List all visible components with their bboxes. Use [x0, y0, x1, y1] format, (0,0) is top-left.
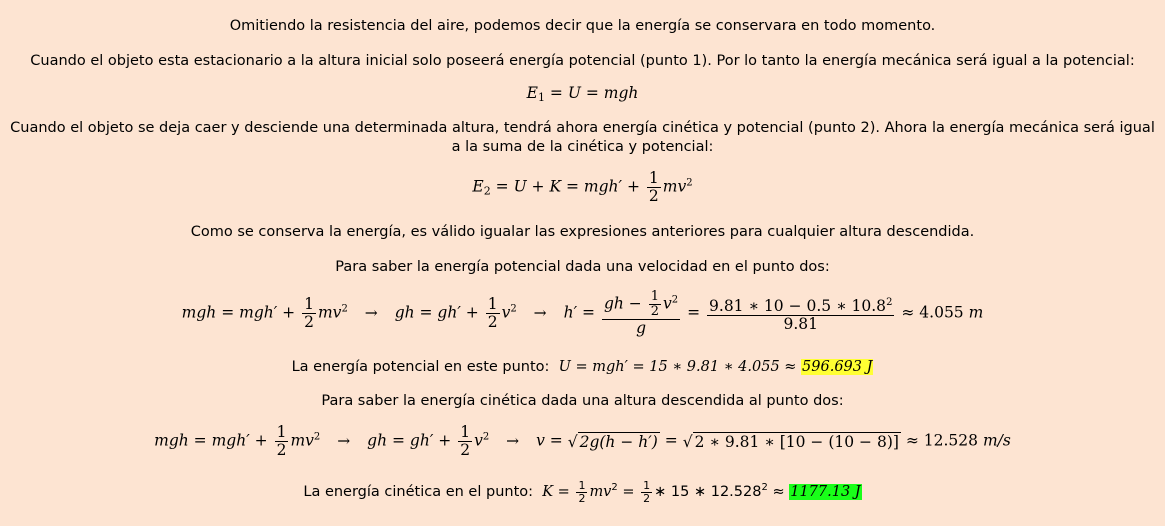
- paragraph-conservation: Como se conserva la energía, es válido igualar las expresiones anteriores para cualquier altura descendida.: [190, 224, 975, 240]
- fraction-half: $\frac{1}{2}$: [304, 295, 314, 331]
- square-root: √ 2g(h − h′): [567, 433, 658, 451]
- paragraph-kinetic-line2: a la suma de la cinética y potencial:: [451, 139, 714, 155]
- equation-velocity: mgh = mgh′ + $\frac{1}{2}$ $mv^2$ → gh = gh′ + $\frac{1}{2}$ $v^2 \to v$ = √ 2g(h − h′) = √ 2 ∗ 9.81 ∗ [10 − (10 − 8)] ≈ 12.528 m/s: [154, 423, 1011, 459]
- equation-height: mgh = mgh′ + $\frac{1}{2}$ $mv^2$ → gh = gh′ + $\frac{1}{2}$ $v^2 \to h'$ = gh − $\frac{1}{2}$ $v^2$ g = $\frac{9.81 ∗ 10 - 0.5 ∗ 10.8^2}{9.81}$ ≈ 4.055 m: [181, 289, 984, 337]
- arrow-icon: →: [364, 303, 378, 322]
- fraction-half: $\frac{1}{2}$: [643, 478, 651, 505]
- fraction-half: $\frac{1}{2}$: [578, 478, 586, 505]
- fraction-half: $\frac{1}{2}$: [460, 423, 471, 459]
- paragraph-kinetic-line1: Cuando el objeto se deja caer y desciende una determinada altura, tendrá ahora energía cinética y potencial (punto 2). Ahora la energía mecánica será igual: [10, 120, 1155, 136]
- fraction-height: gh − $\frac{1}{2}$ $v^2$ g: [603, 289, 679, 337]
- arrow-icon: →: [506, 431, 520, 450]
- equation-e2: $E_2 = U + K = mgh'$ + $\frac{1}{2}$ $mv^2$: [472, 169, 693, 205]
- fraction-numeric: $\frac{9.81 ∗ 10 - 0.5 ∗ 10.8^2}{9.81}$: [707, 294, 894, 333]
- fraction-half: $\frac{1}{2}$: [487, 295, 498, 331]
- paragraph-potential-question: Para saber la energía potencial dada una velocidad en el punto dos:: [335, 259, 830, 275]
- paragraph-potential: Cuando el objeto esta estacionario a la altura inicial solo poseerá energía potencial (punto 1). Por lo tanto la energía mecánica será igual a la potencial:: [30, 53, 1135, 69]
- paragraph-kinetic-question: Para saber la energía cinética dada una altura descendida al punto dos:: [321, 393, 844, 409]
- potential-energy-value: 596.693 J: [802, 359, 873, 375]
- result-kinetic: La energía cinética en el punto: K = $\frac{1}{2}$ $mv^2$ = $\frac{1}{2}$ ∗ 15 ∗ 12.528$^2$ ≈ 1177.13 J: [303, 478, 861, 505]
- result-potential: La energía potencial en este punto: U = mgh′ = 15 ∗ 9.81 ∗ 4.055 ≈ 596.693 J: [291, 359, 873, 375]
- fraction-half: $\frac{1}{2}$: [276, 423, 287, 459]
- arrow-icon: →: [533, 303, 547, 322]
- fraction-half: $\frac{1}{2}$: [648, 169, 659, 205]
- intro-paragraph: Omitiendo la resistencia del aire, podemos decir que la energía se conservara en todo momento.: [229, 18, 936, 34]
- arrow-icon: →: [337, 431, 351, 450]
- kinetic-energy-value: 1177.13 J: [790, 484, 861, 500]
- square-root: √ 2 ∗ 9.81 ∗ [10 − (10 − 8)]: [682, 433, 899, 451]
- equation-e1: $E_1 = U$ = mgh: [526, 84, 639, 104]
